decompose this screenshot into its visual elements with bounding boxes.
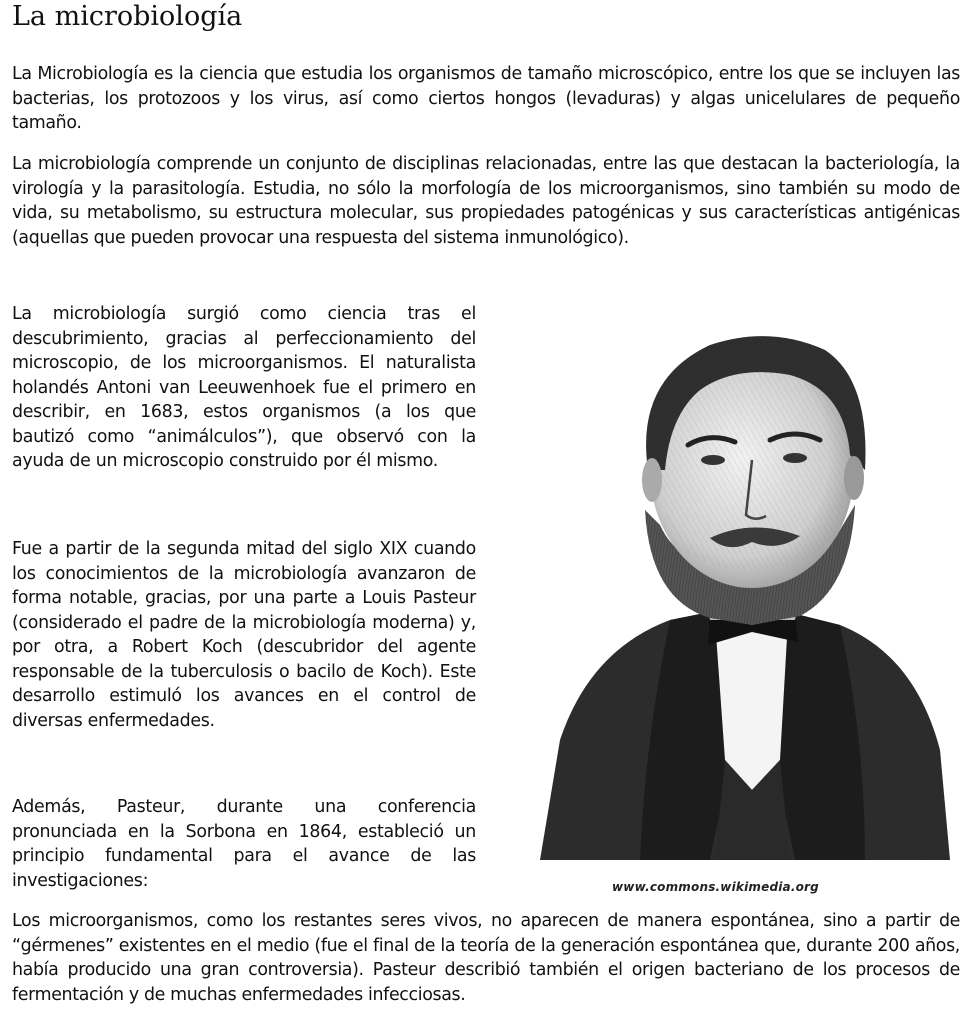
page-title: La microbiología [12,1,243,32]
paragraph-origin: La microbiología surgió como ciencia tras el descubrimiento, gracias al perfeccionamiento del microscopio, de los microorganismos. El naturalista holandés Antoni van Leeuwenhoek fue el primero en describir, en 1683, estos organismos (a los que bautizó como “animálculos”), que observó con la ayuda de un microscopio construido por él mismo. [12,304,476,471]
paragraph-pasteur-conference: Además, Pasteur, durante una conferencia pronunciada en la Sorbona en 1864, estableció un principio fundamental para el avance de las investigaciones: [12,797,476,891]
paragraph-definition: La Microbiología es la ciencia que estudia los organismos de tamaño microscópico, entre los que se incluyen las bacterias, los protozoos y los virus, así como ciertos hongos (levaduras) y algas unicelulares de pequeño tamaño. [12,64,960,133]
paragraph-nineteenth-century: Fue a partir de la segunda mitad del siglo XIX cuando los conocimientos de la microbiología avanzaron de forma notable, gracias, por una parte a Louis Pasteur (considerado el padre de la microbiología moderna) y, por otra, a Robert Koch (descubridor del agente responsable de la tuberculosis o bacilo de Koch). Este desarrollo estimuló los avances en el control de diversas enfermedades. [12,539,476,731]
paragraph-conclusion: Los microorganismos, como los restantes seres vivos, no aparecen de manera espontánea, sino a partir de “gérmenes” existentes en el medio (fue el final de la teoría de la generación espontánea que, durante 200 años, había producido una gran controversia). Pasteur describió también el origen bacteriano de los procesos de fermentación y de muchas enfermedades infecciosas. [12,911,960,1005]
portrait-figure [520,320,960,880]
image-source-caption: www.commons.wikimedia.org [612,880,819,894]
portrait-image [520,320,960,860]
paragraph-disciplines: La microbiología comprende un conjunto de disciplinas relacionadas, entre las que destacan la bacteriología, la virología y la parasitología. Estudia, no sólo la morfología de los microorganismos, sino también su modo de vida, su metabolismo, su estructura molecular, sus propiedades patogénicas y sus características antigénicas (aquellas que pueden provocar una respuesta del sistema inmunológico). [12,154,960,248]
